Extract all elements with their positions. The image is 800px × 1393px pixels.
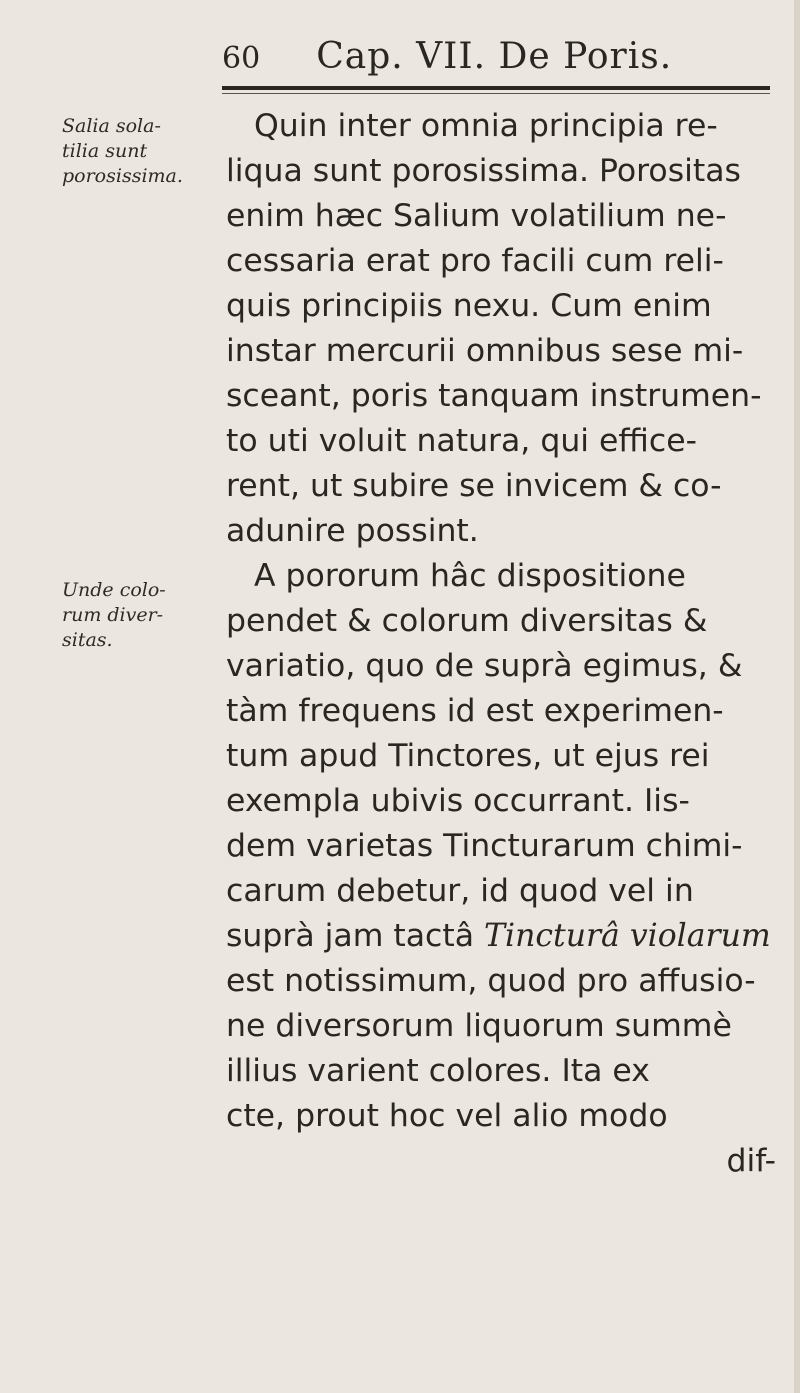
text-line: adunire possint. xyxy=(226,513,479,549)
marginal-note-line: rum diver- xyxy=(62,604,164,626)
text-line: cessaria erat pro facili cum reli- xyxy=(226,243,724,279)
text-line: liqua sunt porosissima. Porositas xyxy=(226,153,741,189)
italic-phrase: Tincturâ violarum xyxy=(484,918,771,954)
text-line: est notissimum, quod pro affusio- xyxy=(226,963,756,999)
marginal-note-line: tilia sunt xyxy=(62,140,148,162)
text-line: carum debetur, id quod vel in xyxy=(226,873,694,909)
text-line: instar mercurii omnibus sese mi- xyxy=(226,333,744,369)
text-line: pendet & colorum diversitas & xyxy=(226,603,708,639)
marginal-note-line: Salia sola- xyxy=(62,115,161,137)
text-line: tàm frequens id est experimen- xyxy=(226,693,724,729)
text-line: rent, ut subire se invicem & co- xyxy=(226,468,722,504)
marginal-note-line: porosissima. xyxy=(62,165,183,187)
text-line: tum apud Tinctores, ut ejus rei xyxy=(226,738,710,774)
page-header xyxy=(222,36,672,82)
text-line-start: suprà jam tactâ xyxy=(226,918,485,954)
page-edge xyxy=(794,0,800,1393)
text-line: illius varient colores. Ita ex xyxy=(226,1053,650,1089)
header-rule xyxy=(222,86,770,90)
marginal-note-colours xyxy=(62,578,222,653)
text-line: A pororum hâc dispositione xyxy=(254,558,686,594)
marginal-note-line: Unde colo- xyxy=(62,579,166,601)
running-title: Cap. VII. De Poris. xyxy=(316,36,673,77)
text-line: quis principiis nexu. Cum enim xyxy=(226,288,712,324)
header-rule-thin xyxy=(222,93,770,94)
body-text xyxy=(226,104,786,1184)
catchword: dif- xyxy=(726,1143,776,1179)
page-number: 60 xyxy=(222,41,261,76)
text-line: variatio, quo de suprà egimus, & xyxy=(226,648,743,684)
text-line: enim hæc Salium volatilium ne- xyxy=(226,198,727,234)
text-line: cte, prout hoc vel alio modo xyxy=(226,1098,668,1134)
text-line: exempla ubivis occurrant. Iis- xyxy=(226,783,690,819)
text-line-with-italic xyxy=(226,914,786,959)
text-line: to uti voluit natura, qui effice- xyxy=(226,423,697,459)
text-line: Quin inter omnia principia re- xyxy=(254,108,718,144)
marginal-note-salts xyxy=(62,114,222,189)
marginal-note-line: sitas. xyxy=(62,629,113,651)
text-line: dem varietas Tincturarum chimi- xyxy=(226,828,743,864)
text-line: sceant, poris tanquam instrumen- xyxy=(226,378,762,414)
text-line: ne diversorum liquorum summè xyxy=(226,1008,732,1044)
